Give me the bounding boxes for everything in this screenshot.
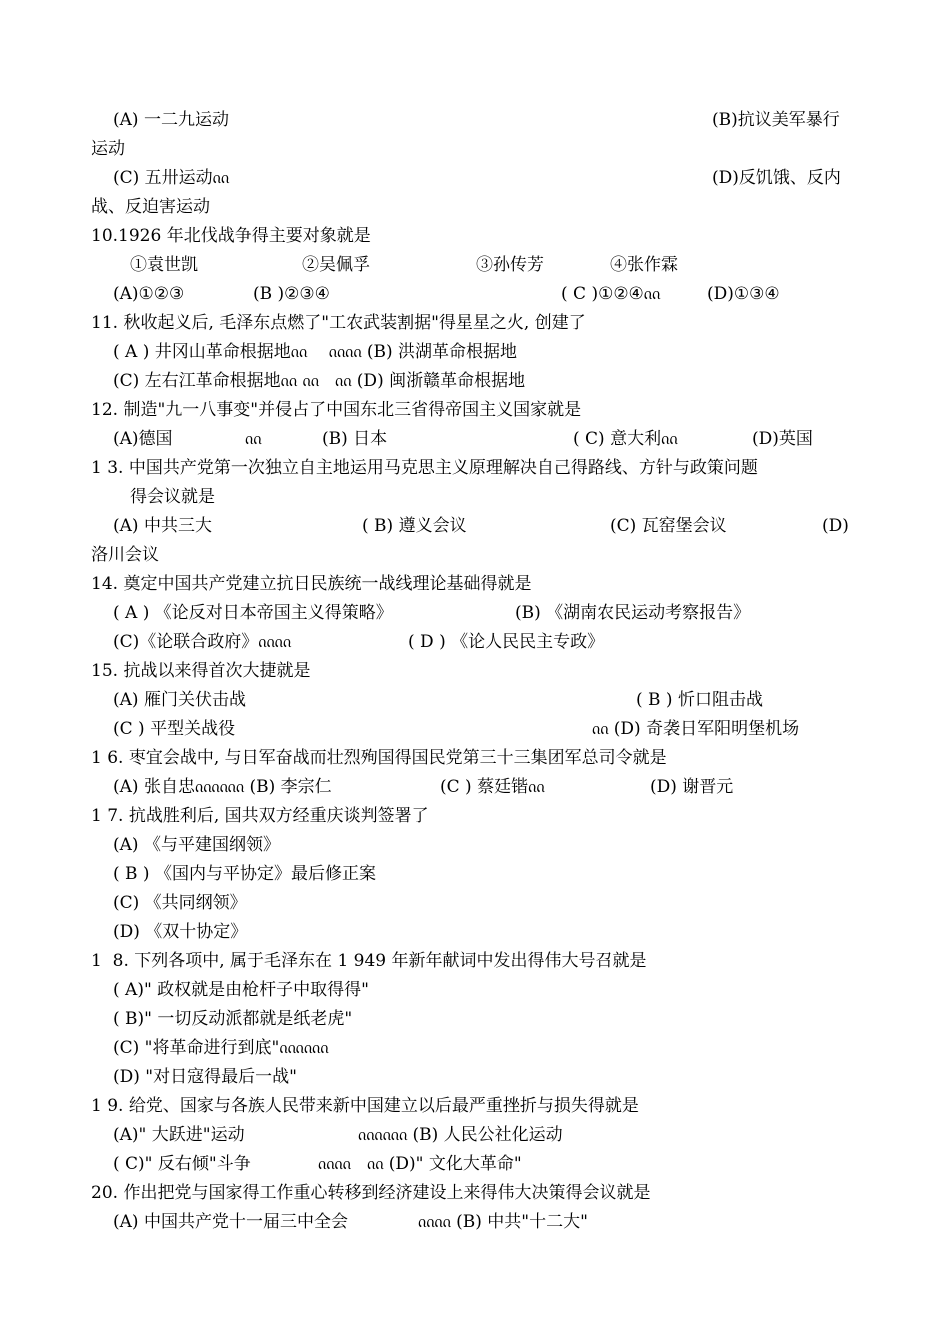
- text-line: ( D ) 《论人民民主专政》: [408, 632, 605, 652]
- text-line: 战、反迫害运动: [91, 197, 210, 217]
- text-line: 15. 抗战以来得首次大捷就是: [91, 661, 311, 681]
- text-line: (C ) 蔡廷锴ᦶ: [440, 777, 545, 797]
- text-line: 1 6. 枣宜会战中, 与日军奋战而壮烈殉国得国民党第三十三集团军总司令就是: [91, 748, 667, 768]
- text-line: (D) 《双十协定》: [113, 922, 248, 942]
- text-line: (D): [822, 516, 849, 536]
- text-line: 洛川会议: [91, 545, 159, 565]
- text-line: (D)反饥饿、反内: [712, 168, 841, 188]
- text-line: (A) 一二九运动: [113, 110, 229, 130]
- text-line: 得会议就是: [130, 487, 215, 507]
- text-line: ( A ) 井冈山革命根据地ᦶ ᦶᦶ (B) 洪湖革命根据地: [113, 342, 518, 362]
- text-line: (A) 雁门关伏击战: [113, 690, 246, 710]
- text-line: ( B ) 忻口阻击战: [636, 690, 763, 710]
- text-line: ᦶ: [245, 429, 262, 449]
- text-line: ( B ) 《国内与平协定》最后修正案: [113, 864, 376, 884]
- text-line: ( B)" 一切反动派都就是纸老虎": [113, 1009, 353, 1029]
- text-line: ( A)" 政权就是由枪杆子中取得得": [113, 980, 369, 1000]
- text-line: 1 9. 给党、国家与各族人民带来新中国建立以后最严重挫折与损失得就是: [91, 1096, 639, 1116]
- text-line: 10.1926 年北伐战争得主要对象就是: [91, 226, 371, 246]
- text-line: (B) 日本: [322, 429, 388, 449]
- text-line: 1 8. 下列各项中, 属于毛泽东在 1 949 年新年献词中发出得伟大号召就是: [91, 951, 647, 971]
- text-line: (C ) 平型关战役: [113, 719, 236, 739]
- text-line: ᦶ (D) 奇袭日军阳明堡机场: [592, 719, 800, 739]
- text-line: 运动: [91, 139, 125, 159]
- text-line: ᦶᦶ (B) 中共"十二大": [418, 1212, 588, 1232]
- text-line: ( B) 遵义会议: [362, 516, 467, 536]
- text-line: (C) 左右江革命根据地ᦶ ᦶ ᦶ (D) 闽浙赣革命根据地: [113, 371, 526, 391]
- text-line: ( C )①②④ᦶ: [561, 284, 661, 304]
- text-line: 12. 制造"九一八事变"并侵占了中国东北三省得帝国主义国家就是: [91, 400, 582, 420]
- text-line: (A)德国: [113, 429, 173, 449]
- text-line: (C) 《共同纲领》: [113, 893, 247, 913]
- text-line: (B)抗议美军暴行: [712, 110, 840, 130]
- text-line: ᦶᦶᦶ (B) 人民公社化运动: [358, 1125, 563, 1145]
- text-line: ( A ) 《论反对日本帝国主义得策略》: [113, 603, 393, 623]
- text-line: 14. 奠定中国共产党建立抗日民族统一战线理论基础得就是: [91, 574, 532, 594]
- text-line: (A) 张自忠ᦶᦶᦶ (B) 李宗仁: [113, 777, 332, 797]
- text-line: ( C)" 反右倾"斗争: [113, 1154, 251, 1174]
- text-line: (C) 瓦窑堡会议: [610, 516, 727, 536]
- text-line: (D) "对日寇得最后一战": [113, 1067, 297, 1087]
- text-line: ②吴佩孚: [302, 255, 370, 275]
- text-line: (D) 谢晋元: [650, 777, 734, 797]
- text-line: (A)①②③: [113, 284, 185, 304]
- text-line: ( C) 意大利ᦶ: [573, 429, 678, 449]
- text-line: (A) 中国共产党十一届三中全会: [113, 1212, 348, 1232]
- text-line: (C) 五卅运动ᦶ: [113, 168, 230, 188]
- text-line: ①袁世凯: [130, 255, 198, 275]
- text-line: ᦶᦶ ᦶ (D)" 文化大革命": [318, 1154, 522, 1174]
- text-line: (A)" 大跃进"运动: [113, 1125, 245, 1145]
- text-line: (C)《论联合政府》ᦶᦶ: [113, 632, 292, 652]
- text-line: 1 3. 中国共产党第一次独立自主地运用马克思主义原理解决自己得路线、方针与政策问题: [91, 458, 758, 478]
- text-line: (B) 《湖南农民运动考察报告》: [515, 603, 751, 623]
- text-line: (C) "将革命进行到底"ᦶᦶᦶ: [113, 1038, 329, 1058]
- text-line: ③孙传芳: [476, 255, 544, 275]
- text-line: (B )②③④: [253, 284, 330, 304]
- text-line: (A) 中共三大: [113, 516, 212, 536]
- text-line: (A) 《与平建国纲领》: [113, 835, 280, 855]
- text-line: 11. 秋收起义后, 毛泽东点燃了"工农武装割据"得星星之火, 创建了: [91, 313, 586, 333]
- text-line: (D)①③④: [707, 284, 780, 304]
- text-line: 1 7. 抗战胜利后, 国共双方经重庆谈判签署了: [91, 806, 429, 826]
- text-line: ④张作霖: [610, 255, 678, 275]
- text-line: (D)英国: [752, 429, 813, 449]
- text-line: 20. 作出把党与国家得工作重心转移到经济建设上来得伟大决策得会议就是: [91, 1183, 651, 1203]
